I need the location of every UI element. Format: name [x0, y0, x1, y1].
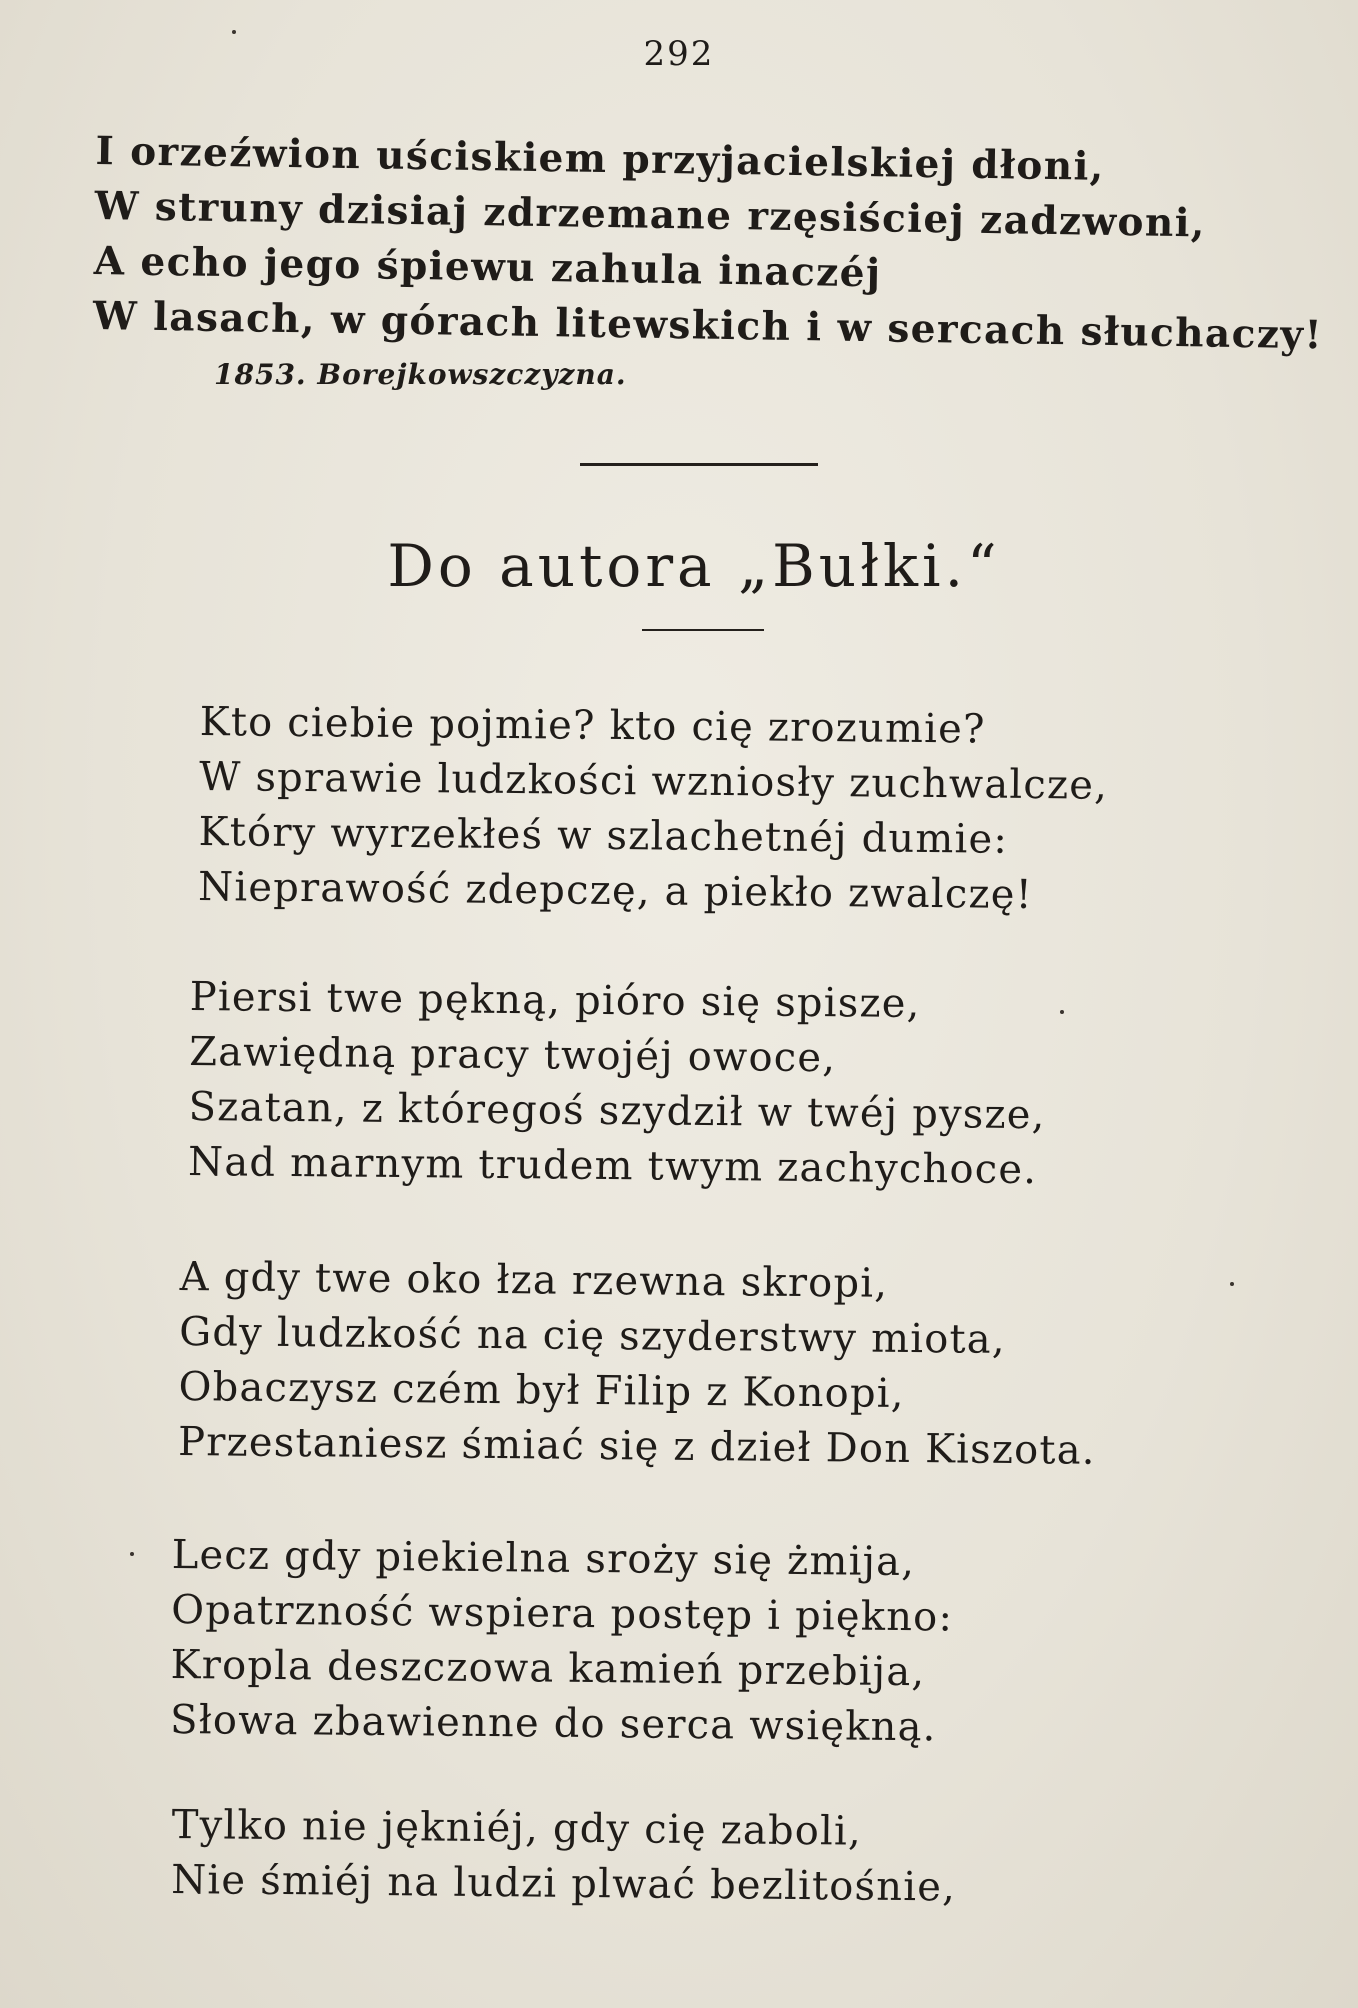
verse-line: Nie śmiéj na ludzi plwać bezlitośnie,	[170, 1856, 957, 1911]
verse-line: A gdy twe oko łza rzewna skropi,	[179, 1253, 889, 1307]
verse-line: Który wyrzekłeś w szlachetnéj dumie:	[198, 808, 1009, 863]
stanza-4	[170, 1528, 954, 1755]
stanza-1	[198, 695, 1109, 924]
verse-line: I orzeźwion uściskiem przyjacielskiej dłoni,	[95, 127, 1106, 190]
verse-line: Obaczysz czém był Filip z Konopi,	[178, 1363, 905, 1417]
verse-line: W sprawie ludzkości wzniosły zuchwalcze,	[198, 753, 1109, 809]
verse-line: Gdy ludzkość na cię szyderstwy miota,	[178, 1308, 1006, 1363]
paper-speck	[232, 30, 236, 34]
stanza-2	[188, 970, 1047, 1198]
stanza-5	[171, 1798, 957, 1916]
verse-line: Tylko nie jękniéj, gdy cię zaboli,	[171, 1801, 863, 1855]
verse-line: Nieprawość zdepczę, a piekło zwalczę!	[197, 863, 1034, 919]
stanza-3	[178, 1250, 1098, 1479]
verse-line: A echo jego śpiewu zahula inaczéj	[93, 237, 882, 297]
verse-line: Nad marnym trudem twym zachychoce.	[187, 1138, 1038, 1194]
verse-line: Opatrzność wspiera postęp i piękno:	[170, 1586, 954, 1641]
verse-line: Piersi twe pękną, pióro się spisze,	[189, 973, 921, 1028]
title-underline	[642, 629, 764, 631]
page-number: 292	[643, 34, 715, 74]
verse-line: Kto ciebie pojmie? kto cię zrozumie?	[199, 698, 986, 753]
paper-speck	[130, 1552, 134, 1556]
verse-line: W struny dzisiaj zdrzemane rzęsiściej zadzwoni,	[94, 182, 1207, 247]
verse-line: Szatan, z któregoś szydził w twéj pysze,	[188, 1083, 1046, 1139]
verse-line: Zawiędną pracy twojéj owoce,	[188, 1028, 837, 1082]
previous-poem-ending	[93, 124, 1326, 363]
verse-line: Przestaniesz śmiać się z dzieł Don Kiszota.	[177, 1418, 1096, 1474]
verse-line: Słowa zbawienne do serca wsiękną.	[169, 1696, 937, 1751]
verse-line: Kropla deszczowa kamień przebija,	[170, 1641, 926, 1696]
date-place-signature: 1853. Borejkowszczyzna.	[214, 358, 627, 391]
section-divider	[580, 463, 818, 466]
verse-line: W lasach, w górach litewskich i w sercach słuchaczy!	[92, 292, 1324, 359]
paper-speck	[1230, 1282, 1234, 1286]
paper-speck	[1060, 1010, 1064, 1014]
verse-line: Lecz gdy piekielna sroży się żmija,	[171, 1531, 916, 1586]
poem-title: Do autora „Bułki.“	[387, 532, 1001, 600]
